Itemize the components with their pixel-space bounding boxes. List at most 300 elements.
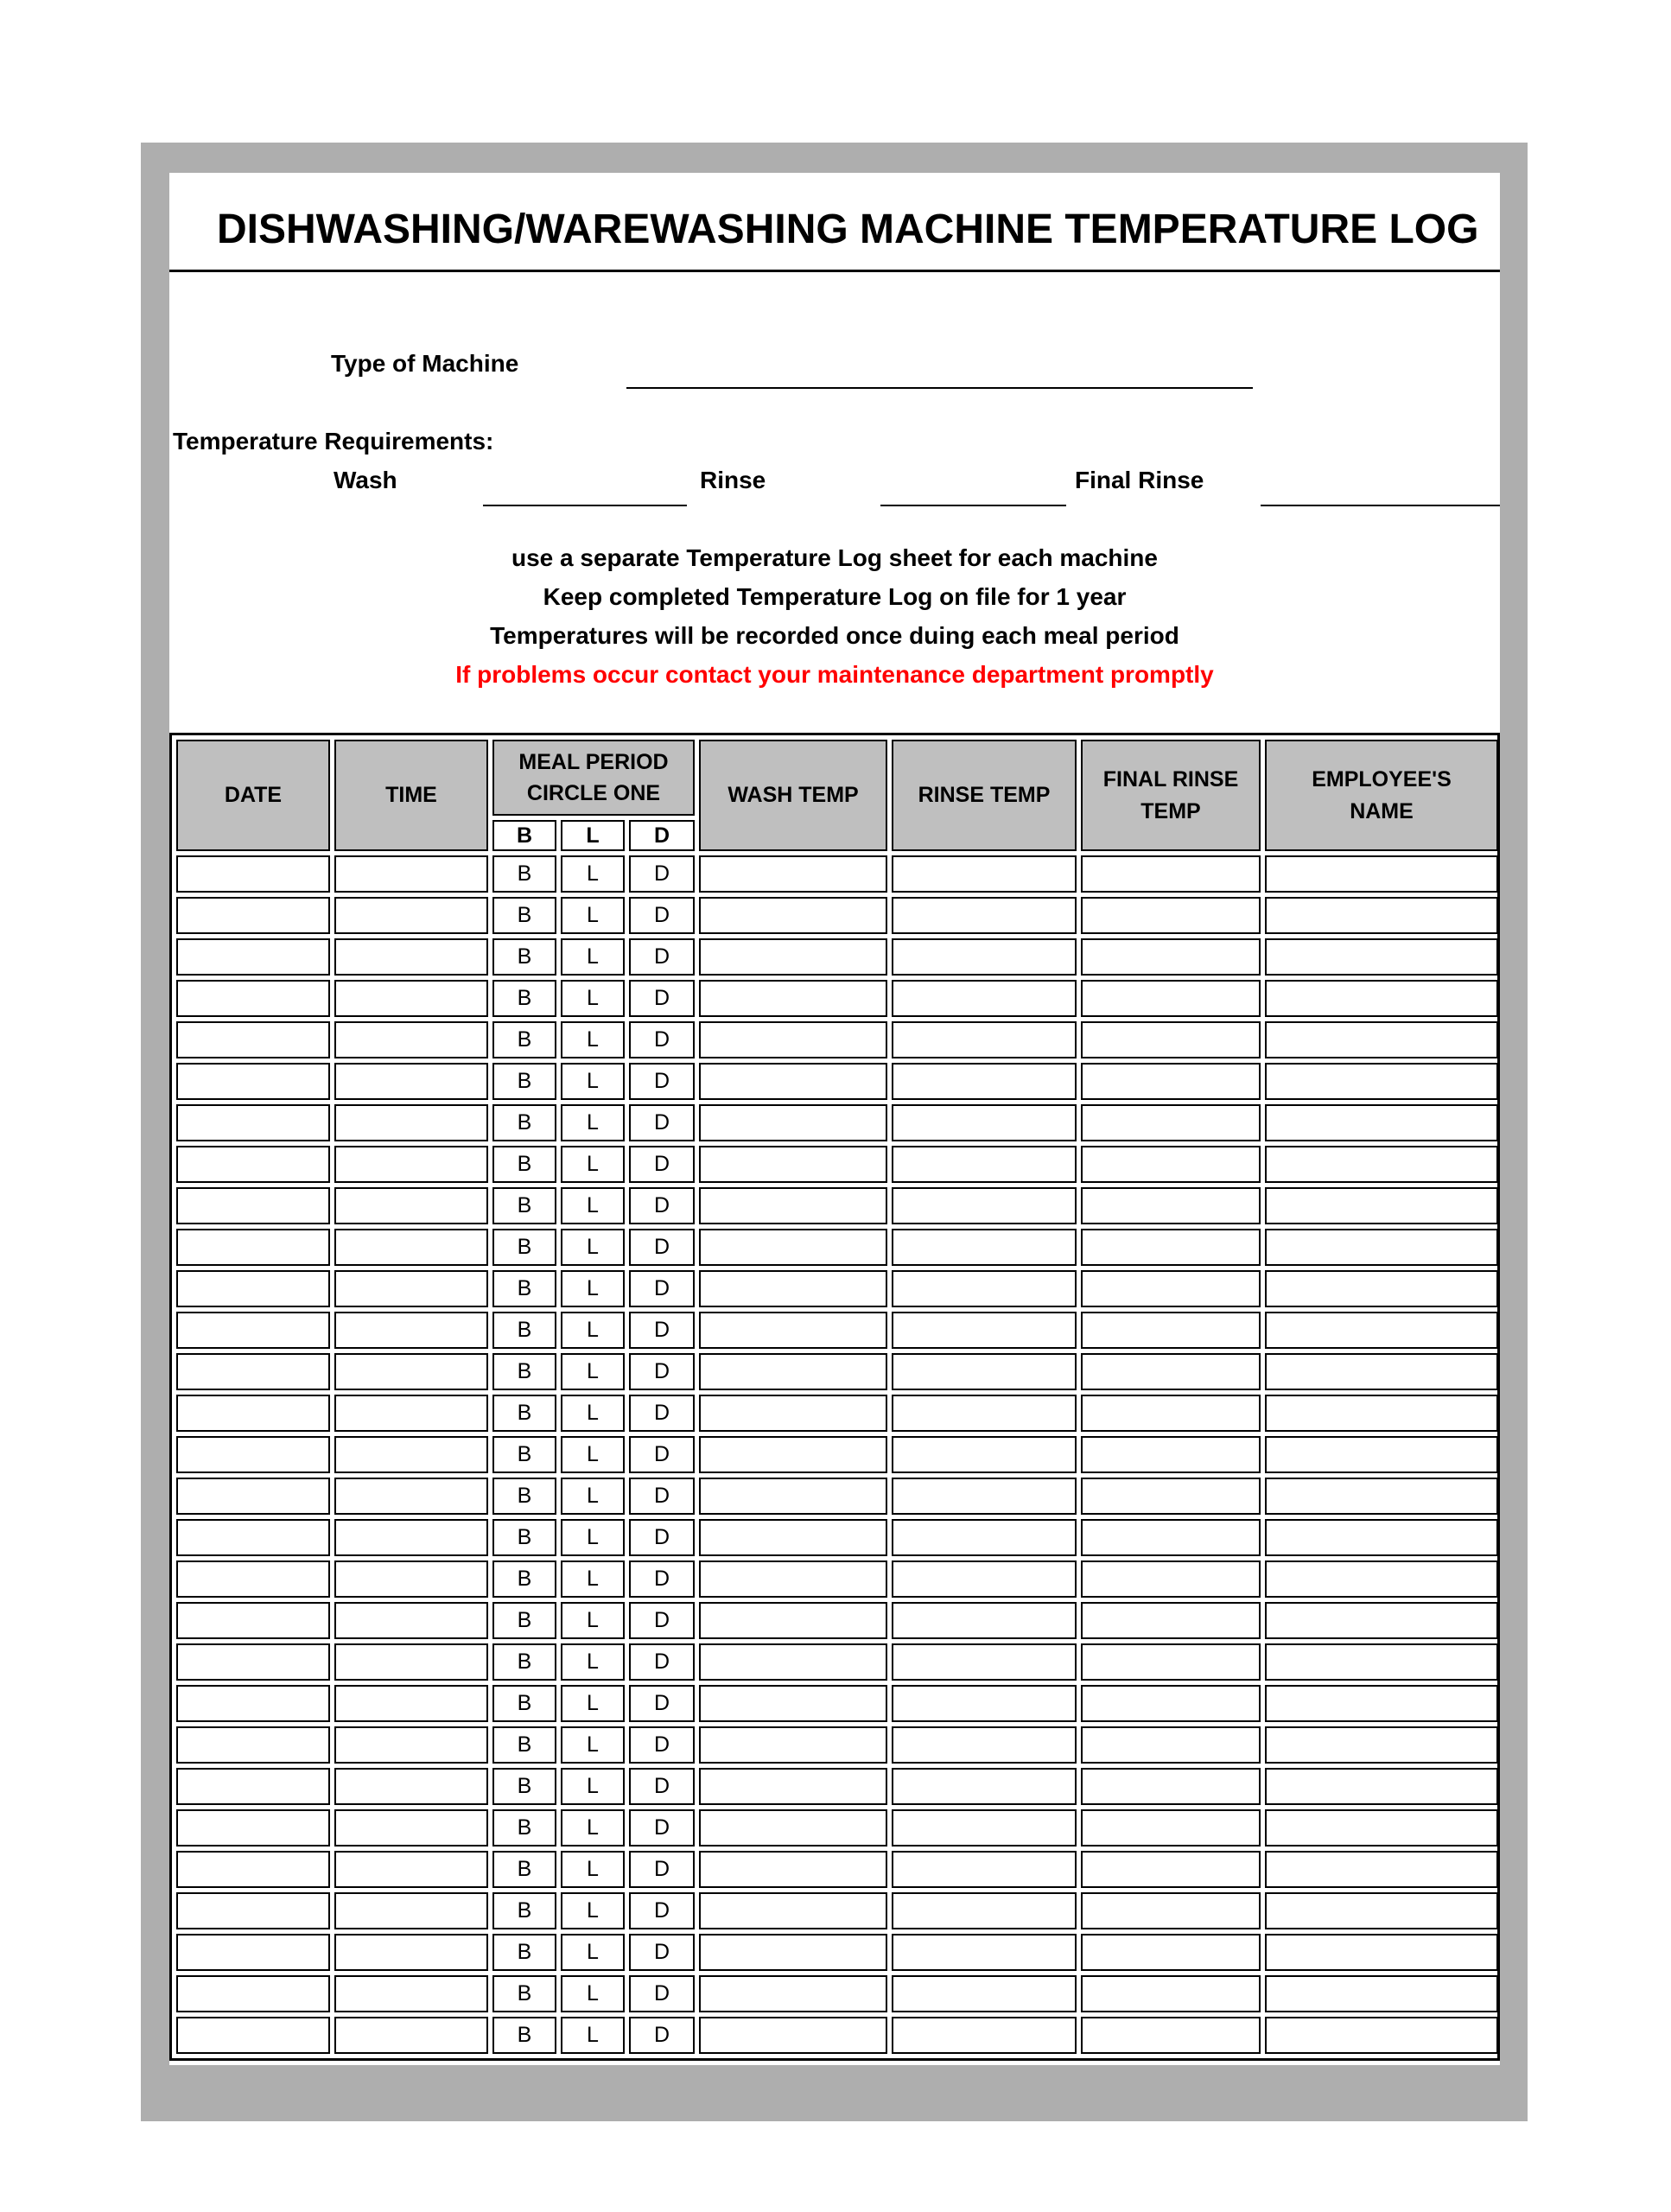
meal-d-cell[interactable]: D [629,1353,695,1390]
rinse-temp-cell[interactable] [892,1395,1077,1432]
meal-b-cell[interactable]: B [492,1726,556,1764]
final-rinse-temp-cell[interactable] [1081,1312,1261,1349]
meal-d-cell[interactable]: D [629,1478,695,1515]
meal-d-cell[interactable]: D [629,1602,695,1639]
wash-temp-cell[interactable] [699,1270,887,1307]
meal-l-cell[interactable]: L [561,1685,625,1722]
meal-b-cell[interactable]: B [492,980,556,1017]
col-header-time: TIME [334,740,488,851]
time-cell[interactable] [334,1187,488,1224]
rinse-temp-cell[interactable] [892,1643,1077,1681]
employee-name-cell[interactable] [1265,855,1498,893]
final-rinse-temp-cell[interactable] [1081,1726,1261,1764]
meal-d-cell[interactable]: D [629,855,695,893]
employee-name-cell[interactable] [1265,1270,1498,1307]
log-row [176,1934,1498,1971]
rinse-temp-cell[interactable] [892,1768,1077,1805]
rinse-temp-cell[interactable] [892,897,1077,934]
meal-b-cell[interactable]: B [492,1063,556,1100]
time-cell[interactable] [334,1229,488,1266]
final-rinse-temp-cell[interactable] [1081,1436,1261,1473]
meal-d-cell[interactable]: D [629,1768,695,1805]
wash-temp-cell[interactable] [699,1643,887,1681]
date-cell[interactable] [176,1229,330,1266]
rinse-temp-cell[interactable] [892,1063,1077,1100]
meal-d-cell[interactable]: D [629,1021,695,1058]
wash-temp-cell[interactable] [699,1063,887,1100]
instruction-line-1: use a separate Temperature Log sheet for each machine [511,544,1158,571]
log-row [176,1851,1498,1888]
meal-d-cell[interactable]: D [629,1312,695,1349]
meal-d-cell[interactable]: D [629,1229,695,1266]
meal-l-cell[interactable]: L [561,1975,625,2012]
final-rinse-temp-cell[interactable] [1081,1146,1261,1183]
rinse-temp-cell[interactable] [892,1436,1077,1473]
final-rinse-temp-cell[interactable] [1081,1768,1261,1805]
final-rinse-temp-label-line2: TEMP [1140,798,1201,823]
meal-b-cell[interactable]: B [492,1187,556,1224]
rinse-temp-cell[interactable] [892,1892,1077,1929]
wash-temp-cell[interactable] [699,2017,887,2054]
date-cell[interactable] [176,1270,330,1307]
rinse-temp-cell[interactable] [892,1685,1077,1722]
meal-d-cell[interactable]: D [629,1519,695,1556]
meal-b-cell[interactable]: B [492,1851,556,1888]
final-rinse-temp-cell[interactable] [1081,1187,1261,1224]
final-rinse-temp-cell[interactable] [1081,1519,1261,1556]
log-row [176,1809,1498,1847]
date-cell[interactable] [176,1478,330,1515]
final-rinse-temp-cell[interactable] [1081,1975,1261,2012]
employee-name-cell[interactable] [1265,1229,1498,1266]
rinse-temp-cell[interactable] [892,2017,1077,2054]
final-rinse-temp-cell[interactable] [1081,1851,1261,1888]
log-row [176,1021,1498,1058]
rinse-temp-cell[interactable] [892,1809,1077,1847]
wash-temp-cell[interactable] [699,1187,887,1224]
employee-name-cell[interactable] [1265,1726,1498,1764]
wash-temp-cell[interactable] [699,1975,887,2012]
log-table-body [176,855,1498,2054]
rinse-temp-cell[interactable] [892,1478,1077,1515]
meal-d-cell[interactable]: D [629,1643,695,1681]
employee-name-cell[interactable] [1265,1063,1498,1100]
final-rinse-temp-cell[interactable] [1081,938,1261,976]
employee-name-cell[interactable] [1265,897,1498,934]
meal-d-cell[interactable]: D [629,1685,695,1722]
wash-temp-cell[interactable] [699,1436,887,1473]
final-rinse-temp-cell[interactable] [1081,1478,1261,1515]
meal-l-cell[interactable]: L [561,855,625,893]
date-cell[interactable] [176,1934,330,1971]
meal-b-cell[interactable]: B [492,1146,556,1183]
date-cell[interactable] [176,1436,330,1473]
final-rinse-temp-cell[interactable] [1081,1270,1261,1307]
wash-temp-cell[interactable] [699,1353,887,1390]
wash-temp-cell[interactable] [699,1768,887,1805]
meal-l-cell[interactable]: L [561,1602,625,1639]
employee-name-cell[interactable] [1265,1892,1498,1929]
time-cell[interactable] [334,1436,488,1473]
meal-d-cell[interactable]: D [629,938,695,976]
meal-l-cell[interactable]: L [561,980,625,1017]
meal-b-cell[interactable]: B [492,1270,556,1307]
employee-name-cell[interactable] [1265,980,1498,1017]
meal-b-cell[interactable]: B [492,2017,556,2054]
date-cell[interactable] [176,1312,330,1349]
wash-temp-cell[interactable] [699,1602,887,1639]
wash-temp-cell[interactable] [699,855,887,893]
time-cell[interactable] [334,1395,488,1432]
time-cell[interactable] [334,980,488,1017]
meal-l-cell[interactable]: L [561,1726,625,1764]
meal-d-cell[interactable]: D [629,1063,695,1100]
wash-temp-cell[interactable] [699,1892,887,1929]
employee-name-cell[interactable] [1265,1353,1498,1390]
instruction-line-3: Temperatures will be recorded once duing each meal period [490,622,1179,649]
final-rinse-temp-cell[interactable] [1081,1021,1261,1058]
meal-d-cell[interactable]: D [629,1104,695,1141]
meal-b-cell[interactable]: B [492,1643,556,1681]
time-cell[interactable] [334,1809,488,1847]
final-rinse-temp-cell[interactable] [1081,1602,1261,1639]
meal-b-cell[interactable]: B [492,897,556,934]
final-rinse-temp-cell[interactable] [1081,2017,1261,2054]
employee-name-cell[interactable] [1265,938,1498,976]
meal-l-cell[interactable]: L [561,1809,625,1847]
date-cell[interactable] [176,2017,330,2054]
meal-l-cell[interactable]: L [561,1436,625,1473]
date-cell[interactable] [176,1021,330,1058]
wash-temp-cell[interactable] [699,897,887,934]
log-row [176,980,1498,1017]
time-cell[interactable] [334,1975,488,2012]
final-rinse-temp-cell[interactable] [1081,1643,1261,1681]
employee-name-cell[interactable] [1265,2017,1498,2054]
log-row [176,1560,1498,1598]
wash-temp-cell[interactable] [699,1312,887,1349]
employee-name-cell[interactable] [1265,1021,1498,1058]
rinse-temp-cell[interactable] [892,1934,1077,1971]
date-cell[interactable] [176,1187,330,1224]
date-cell[interactable] [176,1975,330,2012]
time-cell[interactable] [334,1851,488,1888]
meal-b-cell[interactable]: B [492,1229,556,1266]
subheader-dinner: D [629,820,695,851]
form-page [169,173,1500,2065]
time-cell[interactable] [334,1104,488,1141]
wash-temp-cell[interactable] [699,938,887,976]
meal-l-cell[interactable]: L [561,1270,625,1307]
wash-label: Wash [334,467,397,493]
date-cell[interactable] [176,1353,330,1390]
rinse-temp-cell[interactable] [892,1560,1077,1598]
rinse-temp-cell[interactable] [892,938,1077,976]
employee-name-cell[interactable] [1265,1436,1498,1473]
rinse-temp-cell[interactable] [892,1021,1077,1058]
time-cell[interactable] [334,1892,488,1929]
employee-name-cell[interactable] [1265,1934,1498,1971]
rinse-temp-cell[interactable] [892,1353,1077,1390]
wash-temp-cell[interactable] [699,1726,887,1764]
time-cell[interactable] [334,1478,488,1515]
log-row [176,1975,1498,2012]
time-cell[interactable] [334,1021,488,1058]
time-cell[interactable] [334,1643,488,1681]
date-cell[interactable] [176,1063,330,1100]
date-cell[interactable] [176,1146,330,1183]
date-cell[interactable] [176,1892,330,1929]
date-cell[interactable] [176,1395,330,1432]
meal-b-cell[interactable]: B [492,1560,556,1598]
time-cell[interactable] [334,1768,488,1805]
date-cell[interactable] [176,1851,330,1888]
meal-d-cell[interactable]: D [629,1187,695,1224]
log-row [176,1229,1498,1266]
meal-b-cell[interactable]: B [492,1353,556,1390]
meal-d-cell[interactable]: D [629,1436,695,1473]
meal-l-cell[interactable]: L [561,1851,625,1888]
wash-temp-cell[interactable] [699,1146,887,1183]
meal-b-cell[interactable]: B [492,1312,556,1349]
employee-name-cell[interactable] [1265,1975,1498,2012]
rinse-temp-cell[interactable] [892,1851,1077,1888]
time-cell[interactable] [334,1602,488,1639]
rinse-temp-cell[interactable] [892,1104,1077,1141]
wash-temp-cell[interactable] [699,1229,887,1266]
time-cell[interactable] [334,1312,488,1349]
temperature-requirements-heading: Temperature Requirements: [173,428,494,454]
meal-b-cell[interactable]: B [492,1519,556,1556]
meal-l-cell[interactable]: L [561,1312,625,1349]
time-cell[interactable] [334,1726,488,1764]
rinse-temp-cell[interactable] [892,1187,1077,1224]
meal-l-cell[interactable]: L [561,1229,625,1266]
wash-temp-cell[interactable] [699,1851,887,1888]
time-cell[interactable] [334,1146,488,1183]
time-cell[interactable] [334,2017,488,2054]
meal-b-cell[interactable]: B [492,1395,556,1432]
meal-b-cell[interactable]: B [492,1768,556,1805]
wash-temp-cell[interactable] [699,1478,887,1515]
date-cell[interactable] [176,1809,330,1847]
meal-b-cell[interactable]: B [492,1685,556,1722]
rinse-temp-cell[interactable] [892,1519,1077,1556]
wash-temp-cell[interactable] [699,1104,887,1141]
date-cell[interactable] [176,1104,330,1141]
meal-b-cell[interactable]: B [492,1478,556,1515]
date-cell[interactable] [176,1726,330,1764]
meal-d-cell[interactable]: D [629,1726,695,1764]
wash-temp-cell[interactable] [699,1395,887,1432]
date-cell[interactable] [176,1768,330,1805]
col-header-final-rinse-temp [1081,740,1261,851]
rinse-temp-cell[interactable] [892,1146,1077,1183]
meal-l-cell[interactable]: L [561,2017,625,2054]
employee-name-cell[interactable] [1265,1602,1498,1639]
time-cell[interactable] [334,897,488,934]
final-rinse-temp-cell[interactable] [1081,1395,1261,1432]
meal-d-cell[interactable]: D [629,1851,695,1888]
meal-b-cell[interactable]: B [492,1021,556,1058]
meal-l-cell[interactable]: L [561,1187,625,1224]
meal-d-cell[interactable]: D [629,980,695,1017]
meal-d-cell[interactable]: D [629,1146,695,1183]
subheader-lunch: L [561,820,625,851]
wash-temp-cell[interactable] [699,1519,887,1556]
log-row [176,1395,1498,1432]
col-header-employee-name [1265,740,1498,851]
meal-d-cell[interactable]: D [629,1934,695,1971]
col-header-date: DATE [176,740,330,851]
meal-d-cell[interactable]: D [629,897,695,934]
meal-l-cell[interactable]: L [561,1934,625,1971]
time-cell[interactable] [334,1063,488,1100]
meal-b-cell[interactable]: B [492,1809,556,1847]
rinse-temp-cell[interactable] [892,1726,1077,1764]
employee-name-cell[interactable] [1265,1851,1498,1888]
log-row [176,1643,1498,1681]
employee-name-cell[interactable] [1265,1478,1498,1515]
col-header-meal-period [492,740,695,816]
meal-b-cell[interactable]: B [492,1975,556,2012]
rinse-temp-cell[interactable] [892,1975,1077,2012]
final-rinse-temp-cell[interactable] [1081,1353,1261,1390]
date-cell[interactable] [176,1685,330,1722]
meal-d-cell[interactable]: D [629,1560,695,1598]
wash-temp-cell[interactable] [699,1934,887,1971]
final-rinse-temp-cell[interactable] [1081,1560,1261,1598]
wash-temp-cell[interactable] [699,1685,887,1722]
final-rinse-field[interactable] [1261,475,1500,506]
rinse-temp-cell[interactable] [892,1312,1077,1349]
log-row [176,1270,1498,1307]
meal-d-cell[interactable]: D [629,1975,695,2012]
rinse-temp-cell[interactable] [892,855,1077,893]
meal-b-cell[interactable]: B [492,855,556,893]
meal-d-cell[interactable]: D [629,1809,695,1847]
employee-name-cell[interactable] [1265,1104,1498,1141]
employee-name-cell[interactable] [1265,1685,1498,1722]
meal-l-cell[interactable]: L [561,1560,625,1598]
wash-temp-cell[interactable] [699,980,887,1017]
rinse-temp-cell[interactable] [892,1229,1077,1266]
final-rinse-temp-cell[interactable] [1081,1104,1261,1141]
final-rinse-temp-cell[interactable] [1081,1934,1261,1971]
time-cell[interactable] [334,1270,488,1307]
date-cell[interactable] [176,980,330,1017]
wash-temp-cell[interactable] [699,1809,887,1847]
log-row [176,897,1498,934]
meal-b-cell[interactable]: B [492,1892,556,1929]
time-cell[interactable] [334,938,488,976]
time-cell[interactable] [334,1934,488,1971]
meal-d-cell[interactable]: D [629,1270,695,1307]
final-rinse-temp-cell[interactable] [1081,1063,1261,1100]
employee-name-cell[interactable] [1265,1809,1498,1847]
log-row [176,1063,1498,1100]
meal-b-cell[interactable]: B [492,1436,556,1473]
meal-b-cell[interactable]: B [492,1602,556,1639]
meal-l-cell[interactable]: L [561,897,625,934]
col-header-rinse-temp: RINSE TEMP [892,740,1077,851]
meal-l-cell[interactable]: L [561,938,625,976]
rinse-temp-cell[interactable] [892,1270,1077,1307]
meal-l-cell[interactable]: L [561,1892,625,1929]
employee-name-cell[interactable] [1265,1187,1498,1224]
date-cell[interactable] [176,1560,330,1598]
employee-name-cell[interactable] [1265,1768,1498,1805]
meal-l-cell[interactable]: L [561,1146,625,1183]
log-row [176,1353,1498,1390]
meal-d-cell[interactable]: D [629,1395,695,1432]
final-rinse-temp-cell[interactable] [1081,1229,1261,1266]
meal-d-cell[interactable]: D [629,1892,695,1929]
final-rinse-temp-cell[interactable] [1081,1892,1261,1929]
meal-l-cell[interactable]: L [561,1395,625,1432]
meal-l-cell[interactable]: L [561,1104,625,1141]
final-rinse-temp-cell[interactable] [1081,1809,1261,1847]
time-cell[interactable] [334,1560,488,1598]
log-row [176,1685,1498,1722]
wash-temp-cell[interactable] [699,1560,887,1598]
time-cell[interactable] [334,1353,488,1390]
meal-l-cell[interactable]: L [561,1643,625,1681]
employee-name-cell[interactable] [1265,1146,1498,1183]
employee-name-cell[interactable] [1265,1519,1498,1556]
employee-name-cell[interactable] [1265,1312,1498,1349]
meal-l-cell[interactable]: L [561,1768,625,1805]
meal-l-cell[interactable]: L [561,1063,625,1100]
date-cell[interactable] [176,938,330,976]
date-cell[interactable] [176,1643,330,1681]
employee-name-cell[interactable] [1265,1560,1498,1598]
final-rinse-temp-cell[interactable] [1081,897,1261,934]
log-row [176,1104,1498,1141]
meal-l-cell[interactable]: L [561,1519,625,1556]
employee-name-cell[interactable] [1265,1643,1498,1681]
meal-b-cell[interactable]: B [492,1104,556,1141]
rinse-temp-cell[interactable] [892,980,1077,1017]
time-cell[interactable] [334,1519,488,1556]
wash-temp-cell[interactable] [699,1021,887,1058]
page-title: DISHWASHING/WAREWASHING MACHINE TEMPERATURE LOG [217,207,1479,252]
final-rinse-temp-cell[interactable] [1081,980,1261,1017]
log-row [176,2017,1498,2054]
date-cell[interactable] [176,1602,330,1639]
meal-l-cell[interactable]: L [561,1021,625,1058]
rinse-field[interactable] [880,475,1066,506]
date-cell[interactable] [176,897,330,934]
meal-l-cell[interactable]: L [561,1478,625,1515]
wash-field[interactable] [483,475,687,506]
date-cell[interactable] [176,1519,330,1556]
type-of-machine-field[interactable] [626,358,1253,389]
meal-l-cell[interactable]: L [561,1353,625,1390]
meal-b-cell[interactable]: B [492,938,556,976]
meal-d-cell[interactable]: D [629,2017,695,2054]
rinse-temp-cell[interactable] [892,1602,1077,1639]
time-cell[interactable] [334,855,488,893]
final-rinse-temp-cell[interactable] [1081,855,1261,893]
date-cell[interactable] [176,855,330,893]
temperature-log-table [169,733,1500,2061]
meal-b-cell[interactable]: B [492,1934,556,1971]
final-rinse-temp-cell[interactable] [1081,1685,1261,1722]
final-rinse-label: Final Rinse [1075,467,1204,493]
employee-name-cell[interactable] [1265,1395,1498,1432]
time-cell[interactable] [334,1685,488,1722]
